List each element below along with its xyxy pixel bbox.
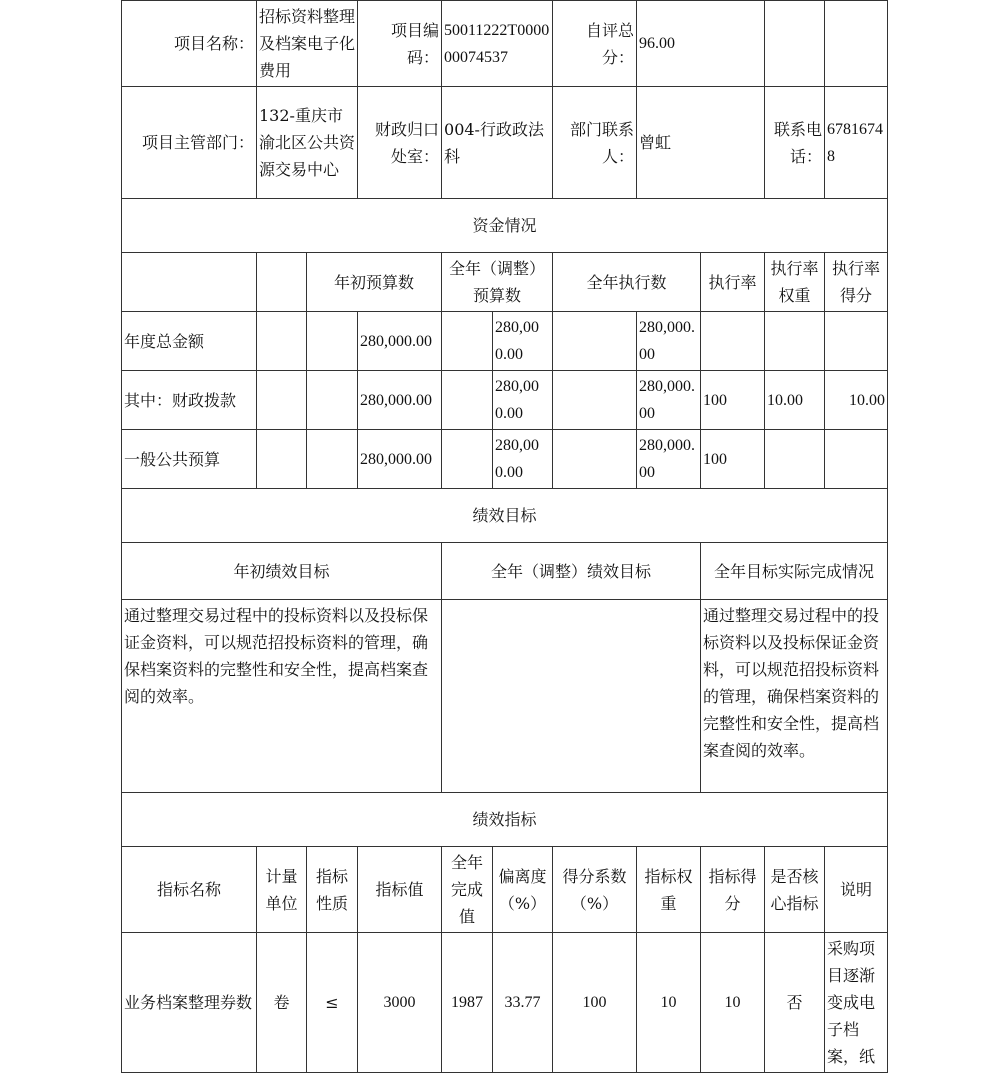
goals-content-row: [122, 600, 888, 793]
self-score: 96.00: [637, 1, 765, 87]
funds-header-row: [122, 253, 888, 312]
empty-cell: [553, 312, 637, 371]
col-score-coef: 得分系数（%）: [553, 847, 637, 933]
indicator-row: [122, 933, 888, 1073]
funds-initial: 280,000.00: [358, 371, 442, 430]
empty-cell: [307, 371, 358, 430]
empty-cell: [122, 253, 257, 312]
col-indicator-name: 指标名称: [122, 847, 257, 933]
indicator-weight: 10: [637, 933, 701, 1073]
indicators-section-row: [122, 793, 888, 847]
initial-goal-text: 通过整理交易过程中的投标资料以及投标保证金资料，可以规范招投标资料的管理，确保档案资料的完整性和安全性，提高档案查阅的效率。: [122, 600, 442, 793]
funds-adjusted: 280,000.00: [493, 312, 553, 371]
funds-rate: 100: [701, 371, 765, 430]
funds-row-label: 一般公共预算: [122, 430, 257, 489]
indicator-unit: 卷: [257, 933, 307, 1073]
indicator-note: 采购项目逐渐变成电子档案，纸: [825, 933, 888, 1073]
contact-person: 曾虹: [637, 87, 765, 199]
funds-initial: 280,000.00: [358, 312, 442, 371]
indicators-section-title: 绩效指标: [122, 793, 888, 847]
performance-self-evaluation-table: [121, 0, 888, 1073]
funds-score: 10.00: [825, 371, 888, 430]
empty-cell: [257, 430, 307, 489]
project-name: 招标资料整理及档案电子化费用: [257, 1, 358, 87]
col-exec-weight: 执行率权重: [765, 253, 825, 312]
indicator-actual-value: 1987: [442, 933, 493, 1073]
col-initial-goal: 年初绩效目标: [122, 543, 442, 600]
col-core-indicator: 是否核心指标: [765, 847, 825, 933]
indicator-score: 10: [701, 933, 765, 1073]
empty-cell: [765, 1, 825, 87]
department-info-row: [122, 87, 888, 199]
col-indicator-weight: 指标权重: [637, 847, 701, 933]
indicator-deviation: 33.77: [493, 933, 553, 1073]
col-unit: 计量单位: [257, 847, 307, 933]
funds-section-row: [122, 199, 888, 253]
funds-adjusted: 280,000.00: [493, 430, 553, 489]
col-adjusted-budget: 全年（调整）预算数: [442, 253, 553, 312]
empty-cell: [825, 1, 888, 87]
dept: 132-重庆市渝北区公共资源交易中心: [257, 87, 358, 199]
col-note: 说明: [825, 847, 888, 933]
indicator-score-coef: 100: [553, 933, 637, 1073]
funds-rate: [701, 312, 765, 371]
col-exec-score: 执行率得分: [825, 253, 888, 312]
empty-cell: [442, 312, 493, 371]
funds-row-label: 其中：财政拨款: [122, 371, 257, 430]
empty-cell: [307, 312, 358, 371]
funds-score: [825, 430, 888, 489]
indicators-header-row: [122, 847, 888, 933]
project-code: 50011222T000000074537: [442, 1, 553, 87]
finance-office: 004-行政政法科: [442, 87, 553, 199]
empty-cell: [442, 371, 493, 430]
adjusted-goal-text: [442, 600, 701, 793]
funds-weight: [765, 430, 825, 489]
funds-weight: 10.00: [765, 371, 825, 430]
col-executed: 全年执行数: [553, 253, 701, 312]
project-name-label: 项目名称：: [122, 1, 257, 87]
indicator-core: 否: [765, 933, 825, 1073]
col-actual-value: 全年完成值: [442, 847, 493, 933]
project-code-label: 项目编码：: [358, 1, 442, 87]
empty-cell: [307, 430, 358, 489]
self-score-label: 自评总分：: [553, 1, 637, 87]
contact-person-label: 部门联系人：: [553, 87, 637, 199]
empty-cell: [553, 430, 637, 489]
funds-score: [825, 312, 888, 371]
funds-rate: 100: [701, 430, 765, 489]
indicator-target-value: 3000: [358, 933, 442, 1073]
empty-cell: [257, 312, 307, 371]
phone-label: 联系电话：: [765, 87, 825, 199]
funds-row-label: 年度总金额: [122, 312, 257, 371]
empty-cell: [257, 253, 307, 312]
col-actual-completion: 全年目标实际完成情况: [701, 543, 888, 600]
finance-office-label: 财政归口处室：: [358, 87, 442, 199]
funds-weight: [765, 312, 825, 371]
funds-row: [122, 430, 888, 489]
goals-header-row: [122, 543, 888, 600]
col-adjusted-goal: 全年（调整）绩效目标: [442, 543, 701, 600]
col-target-value: 指标值: [358, 847, 442, 933]
empty-cell: [442, 430, 493, 489]
project-info-row: [122, 1, 888, 87]
actual-completion-text: 通过整理交易过程中的投标资料以及投标保证金资料，可以规范招投标资料的管理，确保档案资料的完整性和安全性，提高档案查阅的效率。: [701, 600, 888, 793]
dept-label: 项目主管部门：: [122, 87, 257, 199]
col-nature: 指标性质: [307, 847, 358, 933]
indicator-nature: ≤: [307, 933, 358, 1073]
funds-executed: 280,000.00: [637, 312, 701, 371]
empty-cell: [257, 371, 307, 430]
goals-section-row: [122, 489, 888, 543]
col-initial-budget: 年初预算数: [307, 253, 442, 312]
funds-row: [122, 371, 888, 430]
col-exec-rate: 执行率: [701, 253, 765, 312]
col-indicator-score: 指标得分: [701, 847, 765, 933]
col-deviation: 偏离度（%）: [493, 847, 553, 933]
goals-section-title: 绩效目标: [122, 489, 888, 543]
phone: 67816748: [825, 87, 888, 199]
indicator-name: 业务档案整理券数: [122, 933, 257, 1073]
funds-adjusted: 280,000.00: [493, 371, 553, 430]
funds-executed: 280,000.00: [637, 430, 701, 489]
funds-initial: 280,000.00: [358, 430, 442, 489]
funds-section-title: 资金情况: [122, 199, 888, 253]
funds-row: [122, 312, 888, 371]
empty-cell: [553, 371, 637, 430]
funds-executed: 280,000.00: [637, 371, 701, 430]
